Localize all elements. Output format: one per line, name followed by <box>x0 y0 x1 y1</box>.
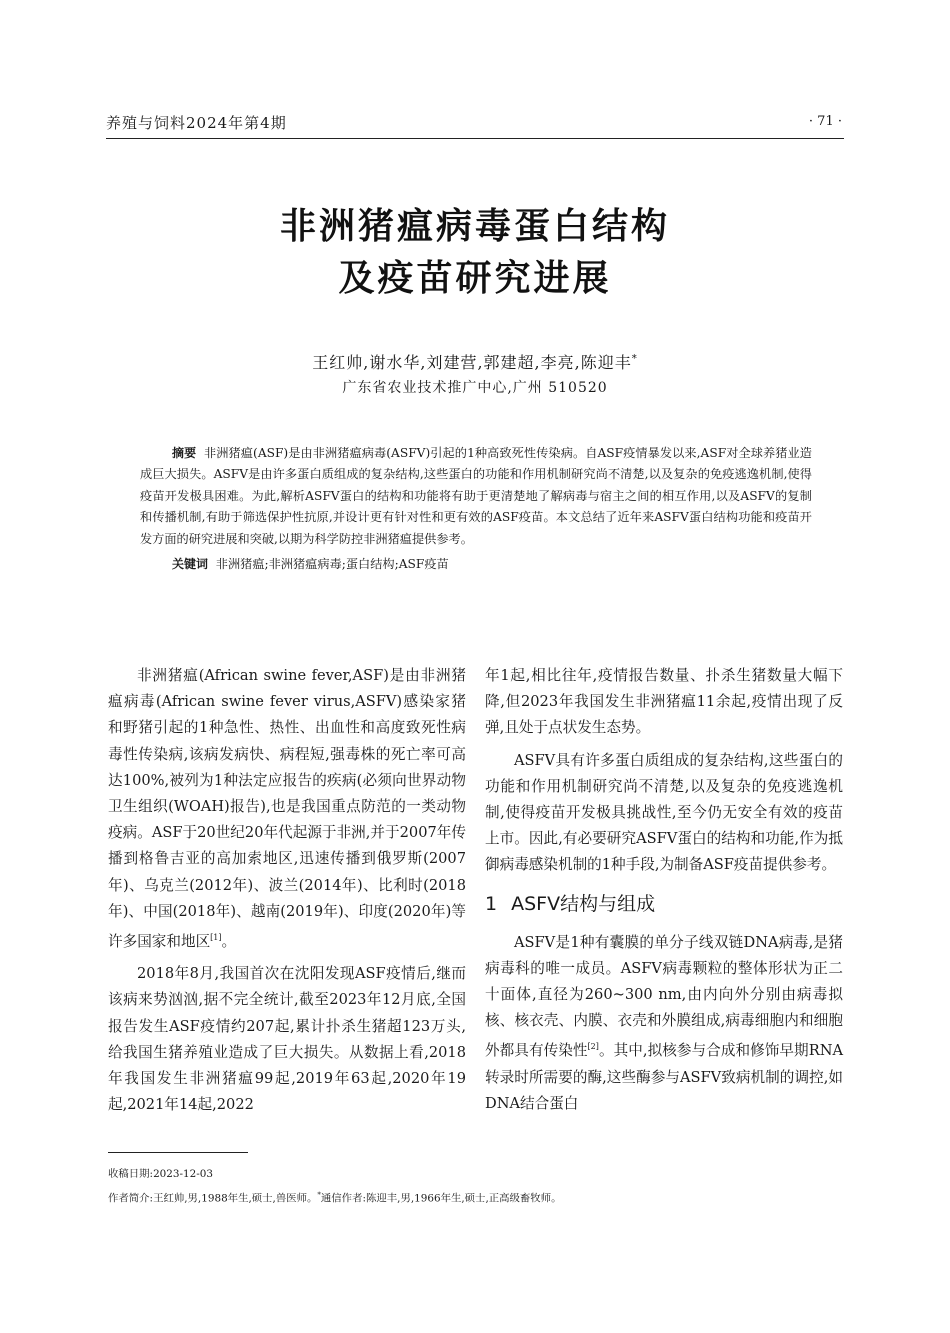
footnote-rule <box>108 1152 248 1153</box>
article-title-line-1: 非洲猪瘟病毒蛋白结构 <box>279 206 670 247</box>
paragraph-end: 。 <box>221 932 237 950</box>
affiliation: 广东省农业技术推广中心,广州 510520 <box>342 380 608 396</box>
body-paragraph-3: ASFV具有许多蛋白质组成的复杂结构,这些蛋白的功能和作用机制研究尚不清楚,以及复杂的免疫逃逸机制,使得疫苗开发极具挑战性,至今仍无安全有效的疫苗上市。因此,有必要研究ASFV蛋白的结构和功能,作为抵御病毒感染机制的1种手段,为制备ASF疫苗提供参考。 <box>485 751 843 874</box>
corresponding-mark: * <box>317 1191 321 1199</box>
citation: [2] <box>587 1042 599 1052</box>
corresponding-author: 通信作者:陈迎丰,男,1966年生,硕士,正高级畜牧师。 <box>320 1192 562 1205</box>
paragraph-text: ASFV是1种有囊膜的单分子线双链DNA病毒,是猪病毒科的唯一成员。ASFV病毒颗粒的整体形状为正二十面体,直径为260~300 nm,由内向外分别由病毒拟核、核衣壳、内膜、衣壳和外膜组成,病毒细胞内和细胞外都具有传染性 <box>485 933 843 1060</box>
page-number: · 71 · <box>808 114 842 129</box>
keywords-text: 非洲猪瘟;非洲猪瘟病毒;蛋白结构;ASF疫苗 <box>215 557 449 572</box>
body-paragraph-2-continued: 年1起,相比往年,疫情报告数量、扑杀生猪数量大幅下降,但2023年我国发生非洲猪瘟11余起,疫情出现了反弹,且处于点状发生态势。 <box>485 667 843 737</box>
abstract-block <box>140 443 812 575</box>
paragraph-text: 非洲猪瘟(African swine fever,ASF)是由非洲猪瘟病毒(African swine fever virus,ASFV)感染家猪和野猪引起的1种急性、热性、出血性和高度致死性病毒性传染病,该病发病快、病程短,强毒株的死亡率可高达100%,被列为1种法定应报告的疾病(必须向世界动物卫生组织(WOAH)报告),也是我国重点防范的一类动物疫病。ASF于20世纪20年代起源于非洲,并于2007年传播到格鲁吉亚的高加索地区,迅速传播到俄罗斯(2007年)、乌克兰(2012年)、波兰(2014年)、比利时(2018年)、中国(2018年)、越南(2019年)、印度(2020年)等许多国家和地区 <box>108 667 466 950</box>
body-paragraph-4 <box>485 930 843 1117</box>
author-info <box>108 1185 848 1209</box>
author-names: 王红帅,谢水华,刘建营,郭建超,李亮,陈迎丰 <box>312 353 632 372</box>
journal-issue: 养殖与饲料2024年第4期 <box>106 114 287 132</box>
body-column-left <box>108 663 466 1118</box>
author-bio: 作者简介:王红帅,男,1988年生,硕士,兽医师。 <box>108 1192 318 1205</box>
body-paragraph-2: 2018年8月,我国首次在沈阳发现ASF疫情后,继而该病来势汹汹,据不完全统计,截至2023年12月底,全国报告发生ASF疫情约207起,累计扑杀生猪超123万头,给我国生猪养殖业造成了巨大损失。从数据上看,2018年我国发生非洲猪瘟99起,2019年63起,2020年19起,2021年14起,2022 <box>108 965 466 1114</box>
section-heading <box>485 891 843 917</box>
body-column-right <box>485 663 843 1117</box>
abstract-text: 非洲猪瘟(ASF)是由非洲猪瘟病毒(ASFV)引起的1种高致死性传染病。自ASF疫情暴发以来,ASF对全球养猪业造成巨大损失。ASFV是由许多蛋白质组成的复杂结构,这些蛋白的功能和作用机制研究尚不清楚,以及复杂的免疫逃逸机制,使得疫苗开发极具困难。为此,解析ASFV蛋白的结构和功能将有助于更清楚地了解病毒与宿主之间的相互作用,以及ASFV的复制和传播机制,有助于筛选保护性抗原,并设计更有针对性和更有效的ASF疫苗。本文总结了近年来ASFV蛋白结构功能和疫苗开发方面的研究进展和突破,以期为科学防控非洲猪瘟提供参考。 <box>140 446 812 546</box>
body-paragraph-1 <box>108 663 466 955</box>
running-head <box>106 110 844 139</box>
abstract-label: 摘要 <box>172 446 197 460</box>
footnotes <box>108 1164 848 1209</box>
citation: [1] <box>210 933 222 943</box>
section-number: 1 <box>485 892 498 915</box>
section-title: ASFV结构与组成 <box>511 892 656 915</box>
paragraph-end: 。其中,拟核参与合成和修饰早期RNA转录时所需要的酶,这些酶参与ASFV致病机制的调控,如DNA结合蛋白 <box>485 1042 843 1112</box>
keywords-line <box>140 554 812 575</box>
author-list <box>0 350 950 373</box>
abstract-paragraph <box>140 443 812 550</box>
received-date: 收稿日期:2023-12-03 <box>108 1168 213 1180</box>
keywords-label: 关键词 <box>172 557 209 572</box>
article-title-line-2: 及疫苗研究进展 <box>338 258 612 299</box>
corresponding-mark: * <box>631 353 638 365</box>
